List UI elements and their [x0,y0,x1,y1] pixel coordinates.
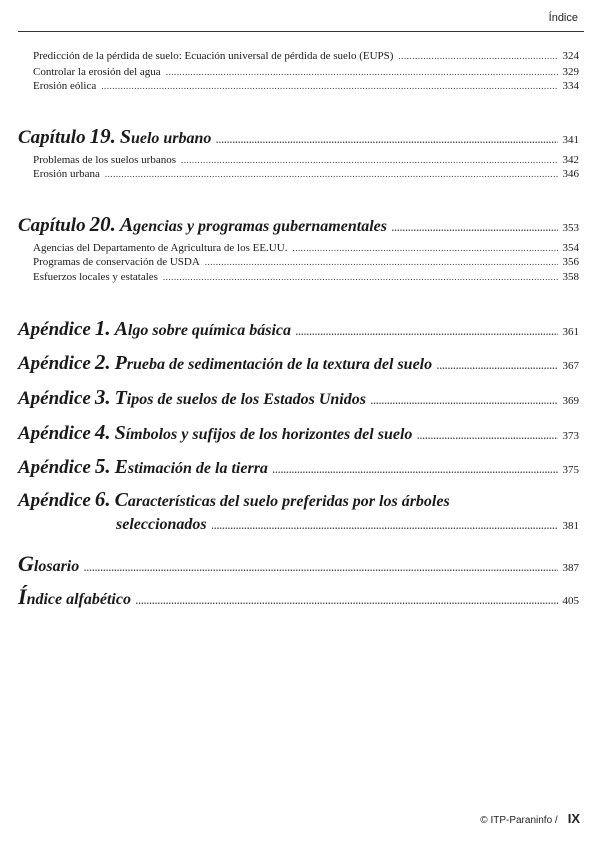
dot-leader [205,257,558,267]
appendix-initial: E [114,456,128,478]
entry-page: 342 [562,154,579,166]
dot-leader [296,327,557,337]
index-page: 405 [562,595,579,607]
dot-leader [163,272,558,282]
toc-entry[interactable] [33,242,579,254]
index-initial: Í [18,584,27,609]
chapter-page: 353 [562,222,579,234]
entry-title: Controlar la erosión del agua [33,66,161,78]
toc-entry[interactable] [33,66,579,78]
entry-page: 324 [562,50,579,62]
chapter-label: Capítulo [18,127,86,148]
copyright-text: © ITP-Paraninfo / [480,815,558,826]
toc-entry[interactable] [33,271,579,283]
chapter-label: Capítulo [18,215,86,236]
appendix-title [18,487,450,512]
appendix-page: 375 [562,464,579,476]
appendix-initial: A [114,318,128,340]
appendix-page: 381 [562,520,579,532]
toc-glossary[interactable] [18,551,579,577]
toc-appendix-6[interactable] [18,487,579,512]
toc-entry[interactable] [33,80,579,92]
entry-page: 354 [562,242,579,254]
page-folio: IX [567,811,580,826]
appendix-rest-line2: seleccionados [116,516,207,533]
toc-chapter-19[interactable] [18,124,579,149]
dot-leader [101,81,557,91]
dot-leader [371,396,558,406]
appendix-title [18,385,366,410]
glossary-rest: losario [33,558,80,575]
appendix-rest: aracterísticas del suelo preferidas por los árboles [127,493,450,510]
appendix-label: Apéndice [18,319,91,340]
appendix-rest: rueba de sedimentación de la textura del suelo [126,356,433,373]
toc-appendix-5[interactable] [18,454,579,479]
appendix-label: Apéndice [18,388,91,409]
entry-page: 329 [562,66,579,78]
entry-title: Programas de conservación de USDA [33,256,200,268]
chapter-initial: S [119,126,131,148]
toc-appendix-6-continued[interactable] [116,516,579,534]
appendix-label: Apéndice [18,490,91,511]
appendix-label: Apéndice [18,423,91,444]
chapter-number: 20. [89,212,116,236]
toc-appendix-4[interactable] [18,420,579,445]
toc-appendix-3[interactable] [18,385,579,410]
dot-leader [84,563,557,573]
toc-entry[interactable] [33,256,579,268]
appendix-initial: S [114,422,126,444]
index-rest: ndice alfabético [26,591,131,608]
dot-leader [398,51,557,61]
entry-title: Erosión urbana [33,168,100,180]
glossary-initial: G [18,551,34,576]
entry-title: Agencias del Departamento de Agricultura de los EE.UU. [33,242,288,254]
index-title [18,584,131,610]
appendix-number: 1. [94,316,111,340]
toc-chapter-20[interactable] [18,212,579,237]
dot-leader [166,67,558,77]
appendix-number: 3. [94,385,111,409]
entry-title: Problemas de los suelos urbanos [33,154,176,166]
toc-entry[interactable] [33,168,579,180]
appendix-title [18,420,412,445]
running-header: Índice [548,12,578,24]
dot-leader [437,361,557,371]
dot-leader [292,243,557,253]
toc-index[interactable] [18,584,579,610]
appendix-initial: P [114,352,127,374]
chapter-page: 341 [562,134,579,146]
appendix-rest: ímbolos y sufijos de los horizontes del suelo [125,426,413,443]
appendix-page: 361 [562,326,579,338]
dot-leader [216,135,557,145]
chapter-initial: A [119,214,134,236]
entry-page: 358 [562,271,579,283]
dot-leader [417,431,557,441]
appendix-rest: stimación de la tierra [127,460,268,477]
entry-title: Predicción de la pérdida de suelo: Ecuación universal de pérdida de suelo (EUPS) [33,50,394,62]
appendix-label: Apéndice [18,353,91,374]
dot-leader [392,223,558,233]
dot-leader [105,169,558,179]
appendix-rest: lgo sobre química básica [127,322,292,339]
toc-appendix-2[interactable] [18,350,579,375]
appendix-title [18,454,268,479]
appendix-number: 4. [94,420,111,444]
dot-leader [273,465,558,475]
chapter-title [18,212,387,237]
appendix-page: 369 [562,395,579,407]
chapter-rest: uelo urbano [130,130,212,147]
entry-page: 334 [562,80,579,92]
chapter-rest: gencias y programas gubernamentales [133,218,387,235]
appendix-rest: ipos de suelos de los Estados Unidos [126,391,366,408]
appendix-initial: T [114,387,127,409]
appendix-number: 5. [94,454,111,478]
header-rule [18,31,584,32]
toc-entry[interactable] [33,154,579,166]
appendix-initial: C [114,489,128,511]
entry-title: Esfuerzos locales y estatales [33,271,158,283]
chapter-title [18,124,211,149]
entry-title: Erosión eólica [33,80,97,92]
appendix-label: Apéndice [18,457,91,478]
entry-page: 356 [562,256,579,268]
appendix-page: 373 [562,430,579,442]
appendix-title [18,316,291,341]
entry-page: 346 [562,168,579,180]
page-footer [480,811,580,826]
appendix-number: 6. [94,487,111,511]
glossary-title [18,551,79,577]
appendix-page: 367 [562,360,579,372]
dot-leader [212,521,558,531]
appendix-title [18,350,432,375]
toc-entry[interactable] [33,50,579,62]
glossary-page: 387 [562,562,579,574]
toc-appendix-1[interactable] [18,316,579,341]
appendix-number: 2. [94,350,111,374]
dot-leader [181,155,558,165]
chapter-number: 19. [89,124,116,148]
dot-leader [136,596,558,606]
